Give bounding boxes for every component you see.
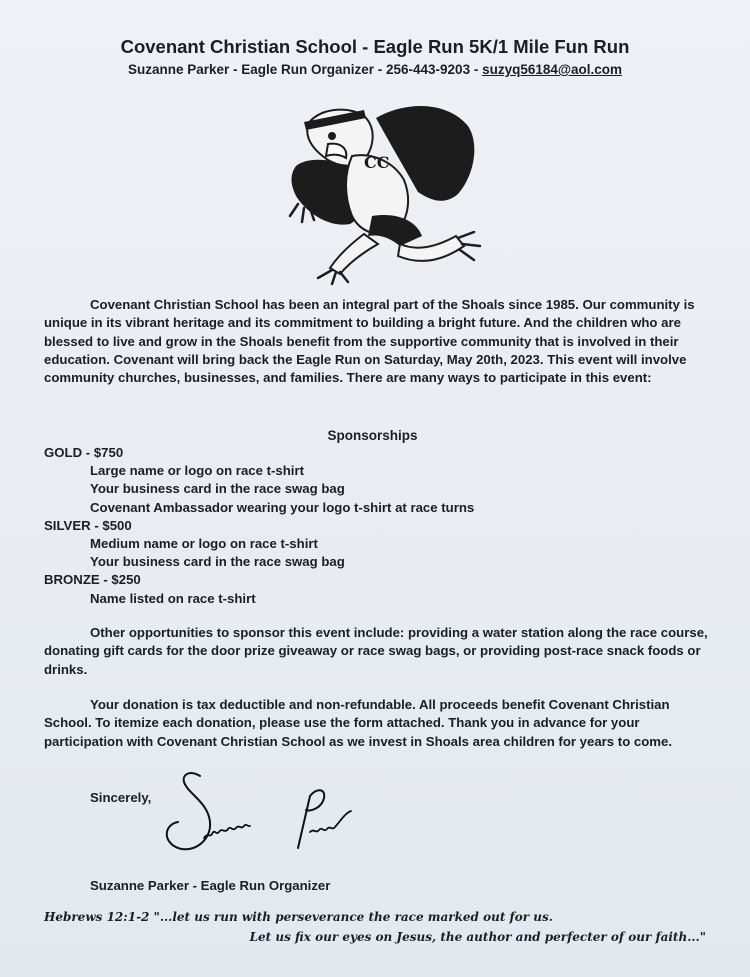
other-opportunities-paragraph: Other opportunities to sponsor this event include: providing a water station along the race course, donating gift cards for the door prize giveaway or race swag bags, or providing post-race snack foods or drinks.: [44, 625, 708, 677]
tier-silver-name: SILVER - $500: [44, 517, 132, 533]
handwritten-signature: [160, 766, 380, 876]
organizer-info: Suzanne Parker - Eagle Run Organizer - 256-443-9203 -: [127, 62, 483, 77]
tier-gold-name: GOLD - $750: [44, 445, 124, 460]
sponsorships-heading: Sponsorships: [327, 428, 418, 443]
tier-bronze-perk: Name listed on race t-shirt: [90, 590, 256, 606]
tier-silver-perk: Your business card in the race swag bag: [90, 554, 345, 570]
eagle-shorts: [368, 215, 422, 246]
eagle-eye: [328, 132, 336, 140]
bible-verse-line-1: Hebrews 12:1-2 "...let us run with perseverance the race marked out for us.: [44, 910, 553, 924]
bible-verse-line-2: Let us fix our eyes on Jesus, the author and perfecter of our faith...": [249, 930, 706, 944]
signer-name-title: Suzanne Parker - Eagle Run Organizer: [90, 878, 331, 893]
eagle-leg-back: [330, 234, 378, 274]
tier-gold-perk: Covenant Ambassador wearing your logo t-shirt at race turns: [90, 499, 475, 515]
organizer-contact-line: [0, 62, 750, 77]
eagle-mascot-illustration: [268, 96, 498, 286]
donation-paragraph: Your donation is tax deductible and non-refundable. All proceeds benefit Covenant Christian School. To itemize each donation, please use the form attached. Thank you in advance for your participation with Covenant Christian School as we invest in Shoals area children for years to come.: [44, 697, 673, 749]
closing-sincerely: Sincerely,: [90, 790, 152, 805]
tier-gold-perk: Your business card in the race swag bag: [90, 481, 345, 497]
organizer-email-link[interactable]: suzyq56184@aol.com: [482, 62, 623, 77]
tier-silver-perk: Medium name or logo on race t-shirt: [90, 536, 318, 552]
intro-paragraph: Covenant Christian School has been an integral part of the Shoals since 1985. Our community is unique in its vibrant heritage and its commitment to building a bright future. And the children who are blessed to live and grow in the Shoals benefit from the supportive community that is involved in their education. Covenant will bring back the Eagle Run on Saturday, May 20th, 2023. This event will involve community churches, businesses, and families. There are many ways to participate in this event:: [44, 297, 695, 386]
eagle-back-foot: [318, 270, 348, 284]
sponsorship-tiers: [44, 444, 704, 608]
flyer-title: Covenant Christian School - Eagle Run 5K/1 Mile Fun Run: [120, 36, 630, 57]
tier-gold-perk: Large name or logo on race t-shirt: [90, 463, 304, 479]
eagle-chest-letters: CC: [364, 153, 390, 172]
tier-bronze-name: BRONZE - $250: [44, 572, 141, 588]
